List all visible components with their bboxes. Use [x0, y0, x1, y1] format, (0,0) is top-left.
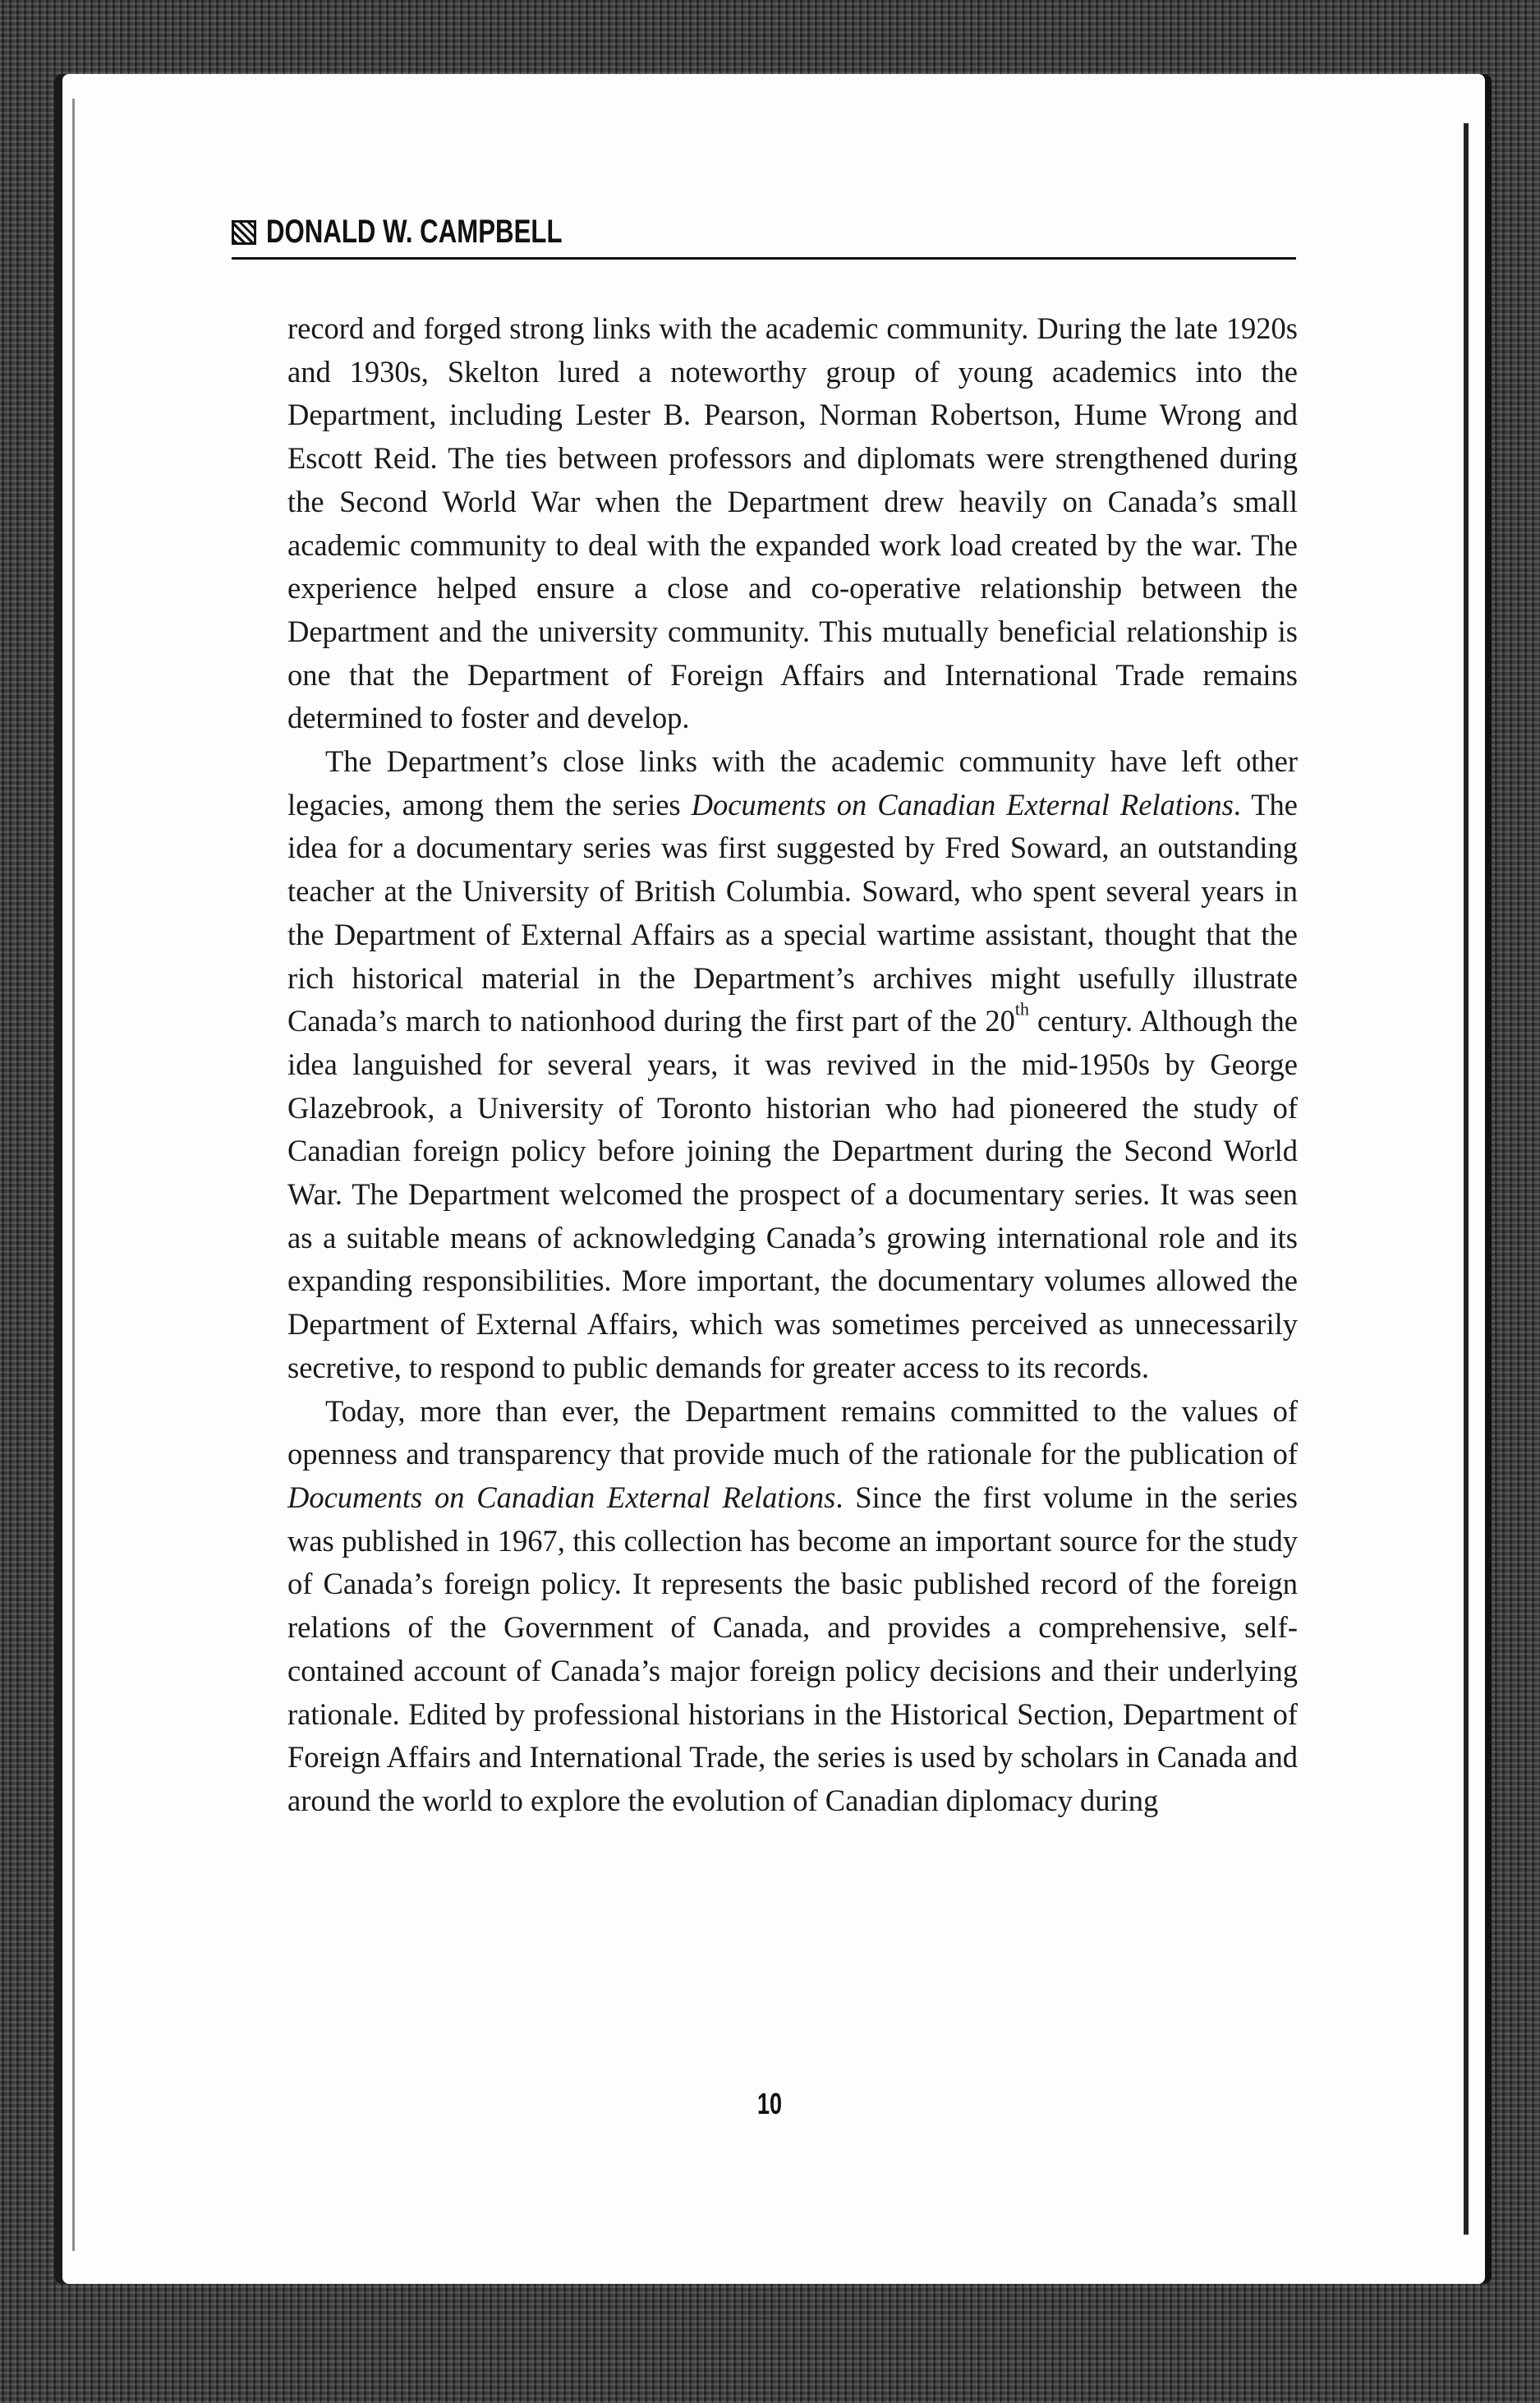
- body-text: [287, 307, 1298, 1823]
- text-segment: century. Although the idea languished for several years, it was revived in the mid-1950s by George Glazebrook, a University of Toronto historian who had pioneered the study of Canadian foreign policy before joining the Department during the Second World War. The Department welcomed the prospect of a documentary series. It was seen as a suitable means of acknowledging Canada’s growing international role and its expanding responsibilities. More important, the documentary volumes allowed the Department of External Affairs, which was sometimes perceived as unnecessarily secretive, to respond to public demands for greater access to its records.: [287, 1004, 1298, 1384]
- page-number: [0, 2087, 1540, 2121]
- text-segment: Today, more than ever, the Department remains committed to the values of openness and transparency that provide much of the rationale for the publication of: [287, 1393, 1298, 1471]
- text-segment: Documents on Canadian External Relations: [287, 1480, 836, 1514]
- paragraph-1: [287, 307, 1298, 740]
- text-segment: . The idea for a documentary series was first suggested by Fred Soward, an outstanding teacher at the University of British Columbia. Soward, who spent several years in the Department of External Affairs as a special wartime assistant, thought that the rich historical material in the Department’s archives might usefully illustrate Canada’s march to nationhood during the first part of the 20: [287, 787, 1298, 1038]
- running-head-title: DONALD W. CAMPBELL: [266, 214, 563, 250]
- paragraph-3: [287, 1390, 1298, 1823]
- ornament-icon: [232, 220, 256, 245]
- text-segment: th: [1014, 998, 1029, 1020]
- paragraph-2: [287, 740, 1298, 1390]
- text-segment: record and forged strong links with the academic community. During the late 1920s and 1930s, Skelton lured a noteworthy group of young academics into the Department, including Lester B. Pearson, Norman Robertson, Hume Wrong and Escott Reid. The ties between professors and diplomats were strengthened during the Second World War when the Department drew heavily on Canada’s small academic community to deal with the expanded work load created by the war. The experience helped ensure a close and co-operative relationship between the Department and the university community. This mutually beneficial relationship is one that the Department of Foreign Affairs and International Trade remains determined to foster and develop.: [287, 311, 1298, 735]
- running-head: [232, 214, 1296, 260]
- page-number-text: 10: [757, 2087, 783, 2120]
- text-segment: The Department’s close links with the academic community have left other legacies, among them the series: [287, 744, 1298, 822]
- text-segment: . Since the first volume in the series was published in 1967, this collection has become an important source for the study of Canada’s foreign policy. It represents the basic published record of the foreign relations of the Government of Canada, and provides a comprehensive, self-contained account of Canada’s major foreign policy decisions and their underlying rationale. Edited by professional historians in the Historical Section, Department of Foreign Affairs and International Trade, the series is used by scholars in Canada and around the world to explore the evolution of Canadian diplomacy during: [287, 1480, 1298, 1817]
- text-segment: Documents on Canadian External Relations: [691, 787, 1234, 822]
